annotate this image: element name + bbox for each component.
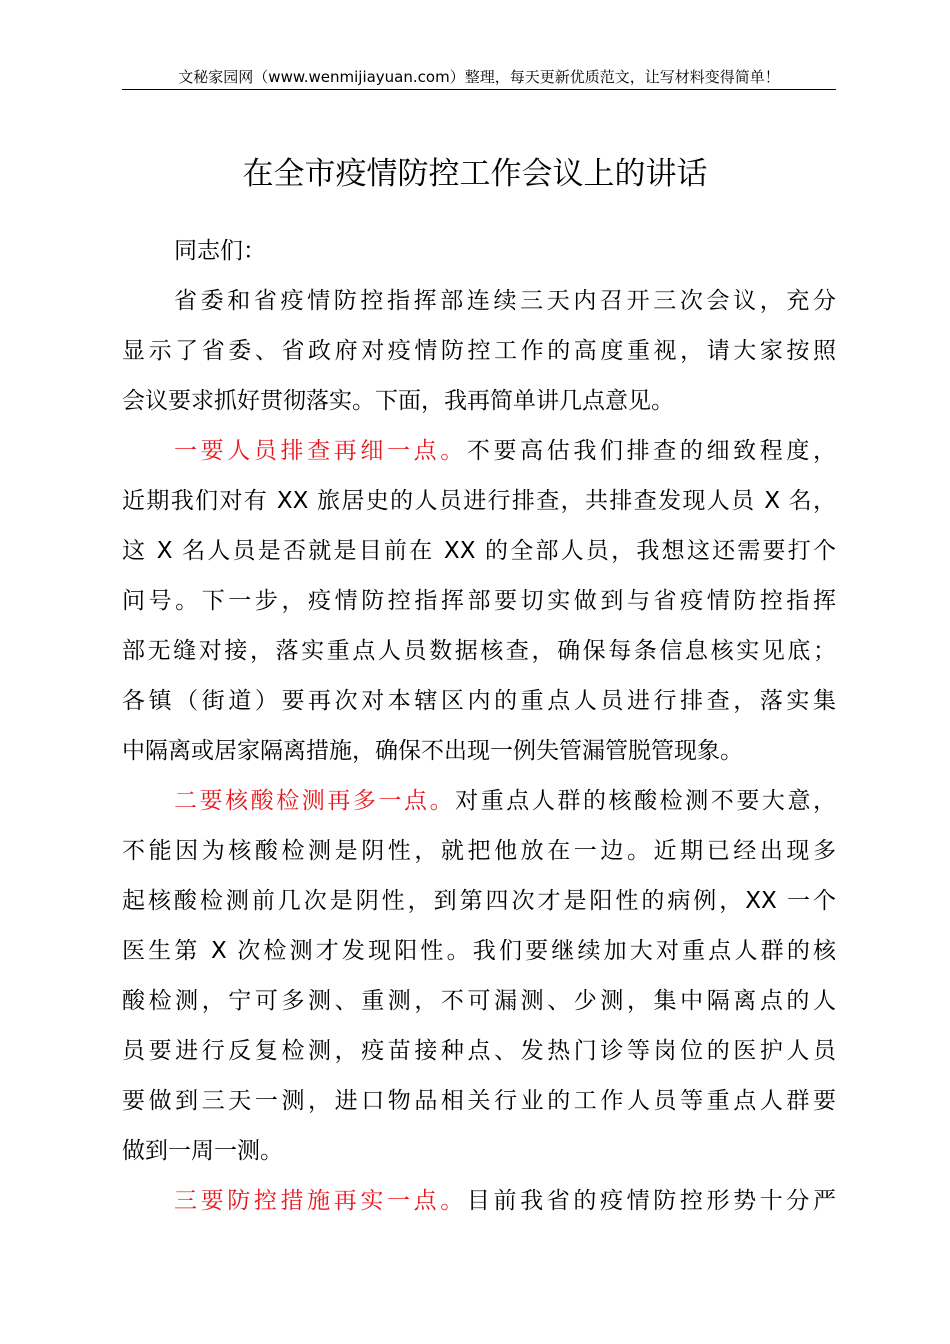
section-3-first-line [122,1176,836,1226]
section-1-heading: 一要人员排查再细一点。 [174,438,467,464]
section-2-line: 起核酸检测前几次是阴性，到第四次才是阳性的病例，XX 一个 [122,888,836,914]
section-1-line: 各镇（街道）要再次对本辖区内的重点人员进行排查，落实集 [122,688,836,714]
section-3-text: 目前我省的疫情防控形势十分严 [466,1188,836,1214]
section-2-heading: 二要核酸检测再多一点。 [174,788,456,814]
paragraph-1-line: 显示了省委、省政府对疫情防控工作的高度重视，请大家按照 [122,338,836,364]
site-header-text: 文秘家园网（www.wenmijiayuan.com）整理，每天更新优质范文，让写材料变得简单！ [178,68,780,86]
section-2-text: 对重点人群的核酸检测不要大意， [455,788,837,814]
section-2-line: 不能因为核酸检测是阴性，就把他放在一边。近期已经出现多 [122,838,836,864]
section-2-line: 要做到三天一测，进口物品相关行业的工作人员等重点人群要 [122,1088,836,1114]
section-1-text: 不要高估我们排查的细致程度， [466,438,836,464]
section-1-line: 部无缝对接，落实重点人员数据核查，确保每条信息核实见底； [122,638,836,664]
document-title: 在全市疫情防控工作会议上的讲话 [242,156,708,192]
section-2-first-line [122,776,836,826]
salutation: 同志们： [174,238,266,264]
header-divider [122,89,836,90]
section-2-line: 医生第 X 次检测才发现阳性。我们要继续加大对重点人群的核 [122,938,836,964]
paragraph-1-line: 会议要求抓好贯彻落实。下面，我再简单讲几点意见。 [122,388,674,414]
section-2-line: 酸检测，宁可多测、重测，不可漏测、少测，集中隔离点的人 [122,988,836,1014]
paragraph-1-line: 省委和省疫情防控指挥部连续三天内召开三次会议，充分 [174,288,836,314]
section-1-line: 问号。下一步，疫情防控指挥部要切实做到与省疫情防控指挥 [122,588,836,614]
section-2-line: 员要进行反复检测，疫苗接种点、发热门诊等岗位的医护人员 [122,1038,836,1064]
document-body [122,226,836,1226]
section-1-line: 近期我们对有 XX 旅居史的人员进行排查，共排查发现人员 X 名， [122,488,836,514]
section-1-first-line [122,426,836,476]
section-1-line: 中隔离或居家隔离措施，确保不出现一例失管漏管脱管现象。 [122,738,743,764]
section-2-line: 做到一周一测。 [122,1138,283,1164]
section-3-heading: 三要防控措施再实一点。 [174,1188,467,1214]
section-1-line: 这 X 名人员是否就是目前在 XX 的全部人员，我想这还需要打个 [122,538,836,564]
